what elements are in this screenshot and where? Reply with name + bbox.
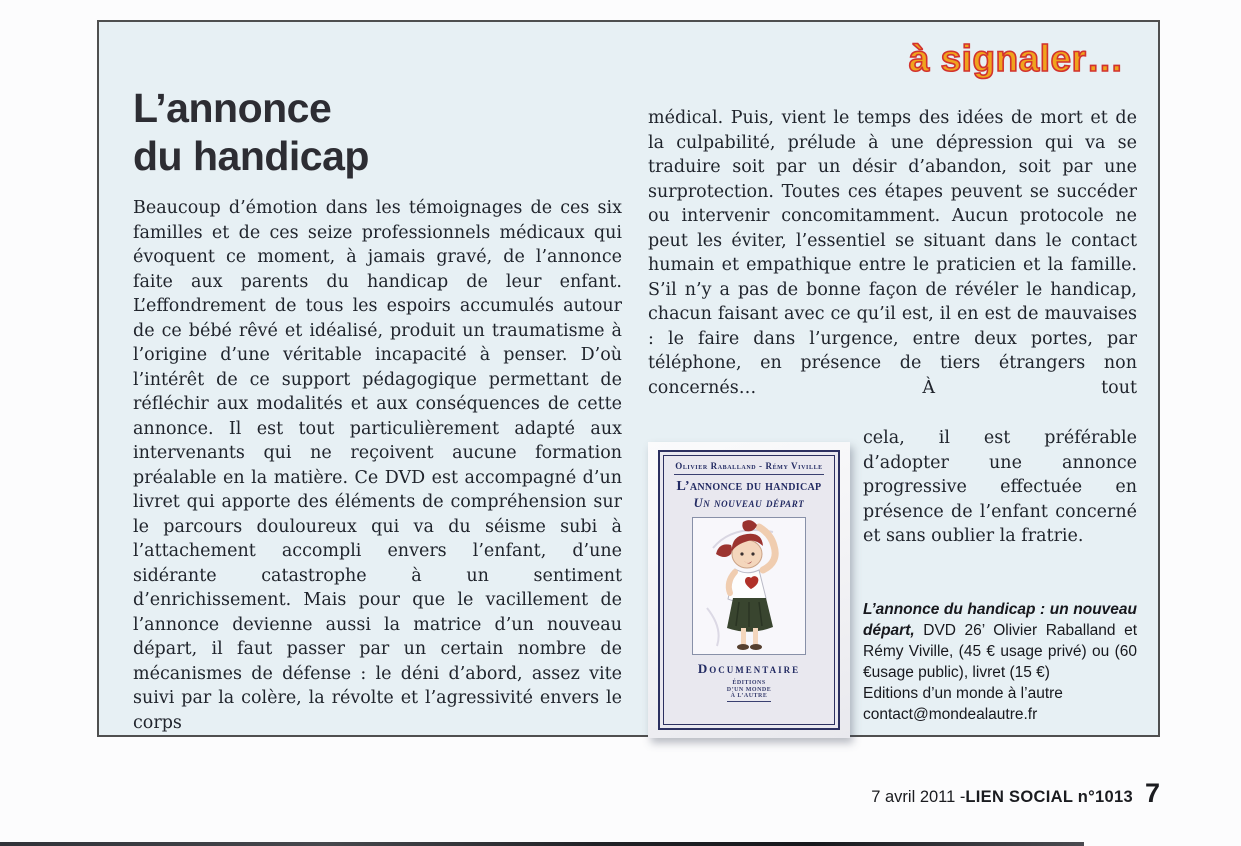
girl-illustration bbox=[692, 517, 806, 655]
caption-main bbox=[863, 599, 1137, 683]
left-column bbox=[133, 84, 622, 735]
media-row bbox=[648, 426, 1137, 738]
caption-details: DVD 26’ Olivier Raballand et Rémy Viville, (45 € usage privé) ou (60 €usage public), livret (15 €) bbox=[863, 621, 1137, 681]
dvd-cover-photo bbox=[648, 442, 850, 738]
footer-date: 7 avril 2011 - bbox=[871, 788, 966, 806]
footer-page-number: 7 bbox=[1144, 778, 1160, 808]
article-text-wrapped: cela, il est préférable d’adopter une annonce progressive effectuée en présence de l’enfant concerné et sans oublier la fratrie. bbox=[863, 428, 1137, 546]
dvd-publisher-line2: D’UN MONDE bbox=[726, 686, 772, 693]
dvd-cover-subtitle: Un nouveau départ bbox=[693, 496, 805, 510]
dvd-cover-publisher-logo bbox=[727, 680, 772, 702]
dvd-cover bbox=[658, 450, 840, 730]
page-footer bbox=[871, 778, 1160, 809]
page-title-line1: L’annonce bbox=[133, 85, 332, 131]
dvd-caption bbox=[863, 599, 1137, 725]
article-text-right: médical. Puis, vient le temps des idées de mort et de la culpabilité, prélude à une dépression qui va se traduire soit par un désir d’abandon, soit par une surprotection. Toutes ces étapes peuvent se succéder ou intervenir concomitamment. Aucun protocole ne peut les éviter, l’essentiel se situant dans le contact humain et empathique entre le praticien et la famille. S’il n’y a pas de bonne façon de révéler le handicap, chacun faisant avec ce qu’il est, il en est de mauvaises : le faire dans l’urgence, entre deux portes, par téléphone, en présence de tiers étrangers non concernés… À tout bbox=[648, 108, 1137, 398]
wrap-column bbox=[850, 426, 1137, 738]
dvd-cover-frame bbox=[663, 455, 835, 725]
scan-edge-artifact bbox=[0, 842, 1084, 846]
dvd-publisher-line3: À L’AUTRE bbox=[730, 693, 768, 699]
dvd-cover-rule bbox=[674, 474, 825, 475]
dvd-publisher-line1: ÉDITIONS bbox=[732, 680, 766, 686]
dvd-cover-title: L’annonce du handicap bbox=[676, 479, 822, 494]
article-panel bbox=[97, 20, 1160, 737]
article-text-left: Beaucoup d’émotion dans les témoignages de ces six familles et de ces seize professionnels médicaux qui évoquent ce moment, à jamais gravé, de l’annonce faite aux parents du handicap de leur enfant. L’effondrement de tous les espoirs accumulés autour de ce bébé rêvé et idéalisé, produit un traumatisme à l’origine d’une véritable incapacité à penser. D’où l’intérêt de ce support pédagogique permettant de réfléchir aux modalités et aux conséquences de cette annonce. Il est tout particulièrement adapté aux intervenants qui ne reçoivent aucune formation préalable en la matière. Ce DVD est accompagné d’un livret qui apporte des éléments de compréhension sur le parcours douloureux qui va du séisme subi à l’attachement accompli envers l’enfant, d’une sidérante catastrophe à un sentiment d’enrichissement. Mais pour que le vacillement de l’annonce devienne aussi la matrice d’un nouveau départ, il faut passer par un certain nombre de mécanismes de défense : le déni d’abord, assez vite suivi par la colère, la révolte et l’agressivité envers le corps bbox=[133, 198, 622, 733]
caption-title: L’annonce du handicap : un nouveau départ, bbox=[863, 600, 1137, 639]
signal-header: à signaler… bbox=[908, 38, 1124, 79]
caption-publisher: Editions d’un monde à l’autre bbox=[863, 684, 1063, 702]
page-title bbox=[133, 84, 622, 180]
right-column bbox=[648, 106, 1137, 738]
page-title-line2: du handicap bbox=[133, 133, 369, 179]
girl-illustration-svg bbox=[693, 518, 805, 654]
dvd-cover-genre: Documentaire bbox=[697, 661, 801, 676]
footer-magazine: LIEN SOCIAL n°1013 bbox=[965, 788, 1133, 806]
dvd-cover-authors: Olivier Raballand - Rémy Viville bbox=[675, 461, 823, 471]
caption-contact: contact@mondealautre.fr bbox=[863, 705, 1038, 723]
